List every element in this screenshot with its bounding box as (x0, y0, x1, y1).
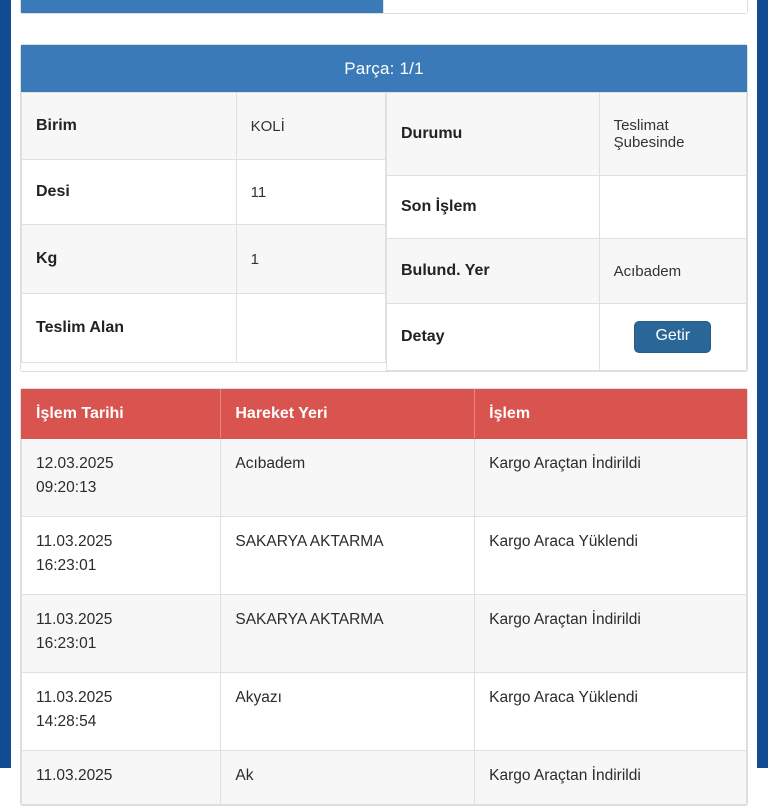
table-row (387, 93, 747, 176)
durumu-value: Teslimat Şubesinde (599, 93, 746, 176)
desi-value: 11 (236, 160, 385, 225)
parca-left-table (21, 92, 386, 363)
row-action: Kargo Araçtan İndirildi (475, 439, 747, 517)
table-row (22, 93, 386, 160)
table-row (387, 239, 747, 304)
row-action: Kargo Araçtan İndirildi (475, 751, 747, 805)
row-date-cell (22, 751, 221, 805)
kg-label: Kg (22, 225, 237, 294)
row-place: SAKARYA AKTARMA (221, 517, 475, 595)
row-date: 11.03.2025 (36, 533, 113, 551)
row-place: Acıbadem (221, 439, 475, 517)
parca-right-column (386, 92, 747, 371)
son-islem-value (599, 176, 746, 239)
column-header-hareket-yeri: Hareket Yeri (221, 390, 475, 439)
teslim-alan-value (236, 294, 385, 363)
row-date: 12.03.2025 (36, 455, 114, 472)
left-page-rail (0, 0, 11, 768)
movement-history-card (20, 388, 748, 806)
durumu-label: Durumu (387, 93, 600, 176)
row-date: 11.03.2025 (36, 689, 113, 707)
detay-value-cell (599, 304, 746, 371)
row-place: Ak (221, 751, 475, 805)
desi-label: Desi (22, 160, 237, 225)
row-date-cell (22, 673, 221, 751)
birim-value: KOLİ (236, 93, 385, 160)
row-place: SAKARYA AKTARMA (221, 595, 475, 673)
previous-card-blue-segment (21, 0, 383, 13)
table-row (387, 304, 747, 371)
previous-card-partial (20, 0, 748, 14)
row-date-cell (22, 517, 221, 595)
parca-card-header: Parça: 1/1 (21, 45, 747, 92)
son-islem-label: Son İşlem (387, 176, 600, 239)
page-content (11, 0, 757, 785)
previous-card-white-segment (383, 0, 747, 13)
column-header-islem: İşlem (475, 390, 747, 439)
row-time: 16:23:01 (36, 557, 97, 575)
table-row (22, 751, 747, 805)
table-row (22, 225, 386, 294)
row-date-cell (22, 595, 221, 673)
column-header-islem-tarihi: İşlem Tarihi (22, 390, 221, 439)
row-action: Kargo Araçtan İndirildi (475, 595, 747, 673)
row-action: Kargo Araca Yüklendi (475, 517, 747, 595)
table-row (22, 160, 386, 225)
getir-button[interactable]: Getir (634, 321, 711, 354)
parca-left-column (21, 92, 386, 371)
table-row (22, 673, 747, 751)
row-place: Akyazı (221, 673, 475, 751)
teslim-alan-label: Teslim Alan (22, 294, 237, 363)
row-time: 16:23:01 (36, 635, 97, 653)
row-time: 09:20:13 (36, 479, 97, 497)
row-date: 11.03.2025 (36, 611, 113, 629)
table-header-row (22, 390, 747, 439)
birim-label: Birim (22, 93, 237, 160)
table-row (22, 294, 386, 363)
parca-card (20, 44, 748, 372)
table-row (22, 517, 747, 595)
movement-history-table (21, 389, 747, 805)
parca-card-body (21, 92, 747, 371)
table-row (22, 439, 747, 517)
kg-value: 1 (236, 225, 385, 294)
table-row (387, 176, 747, 239)
row-date: 11.03.2025 (36, 767, 113, 785)
row-action: Kargo Araca Yüklendi (475, 673, 747, 751)
bulundugu-yer-value: Acıbadem (599, 239, 746, 304)
bulundugu-yer-label: Bulund. Yer (387, 239, 600, 304)
row-date-cell (22, 439, 221, 517)
right-page-rail (757, 0, 768, 768)
row-time: 14:28:54 (36, 713, 97, 731)
parca-right-table (386, 92, 747, 371)
detay-label: Detay (387, 304, 600, 371)
table-row (22, 595, 747, 673)
